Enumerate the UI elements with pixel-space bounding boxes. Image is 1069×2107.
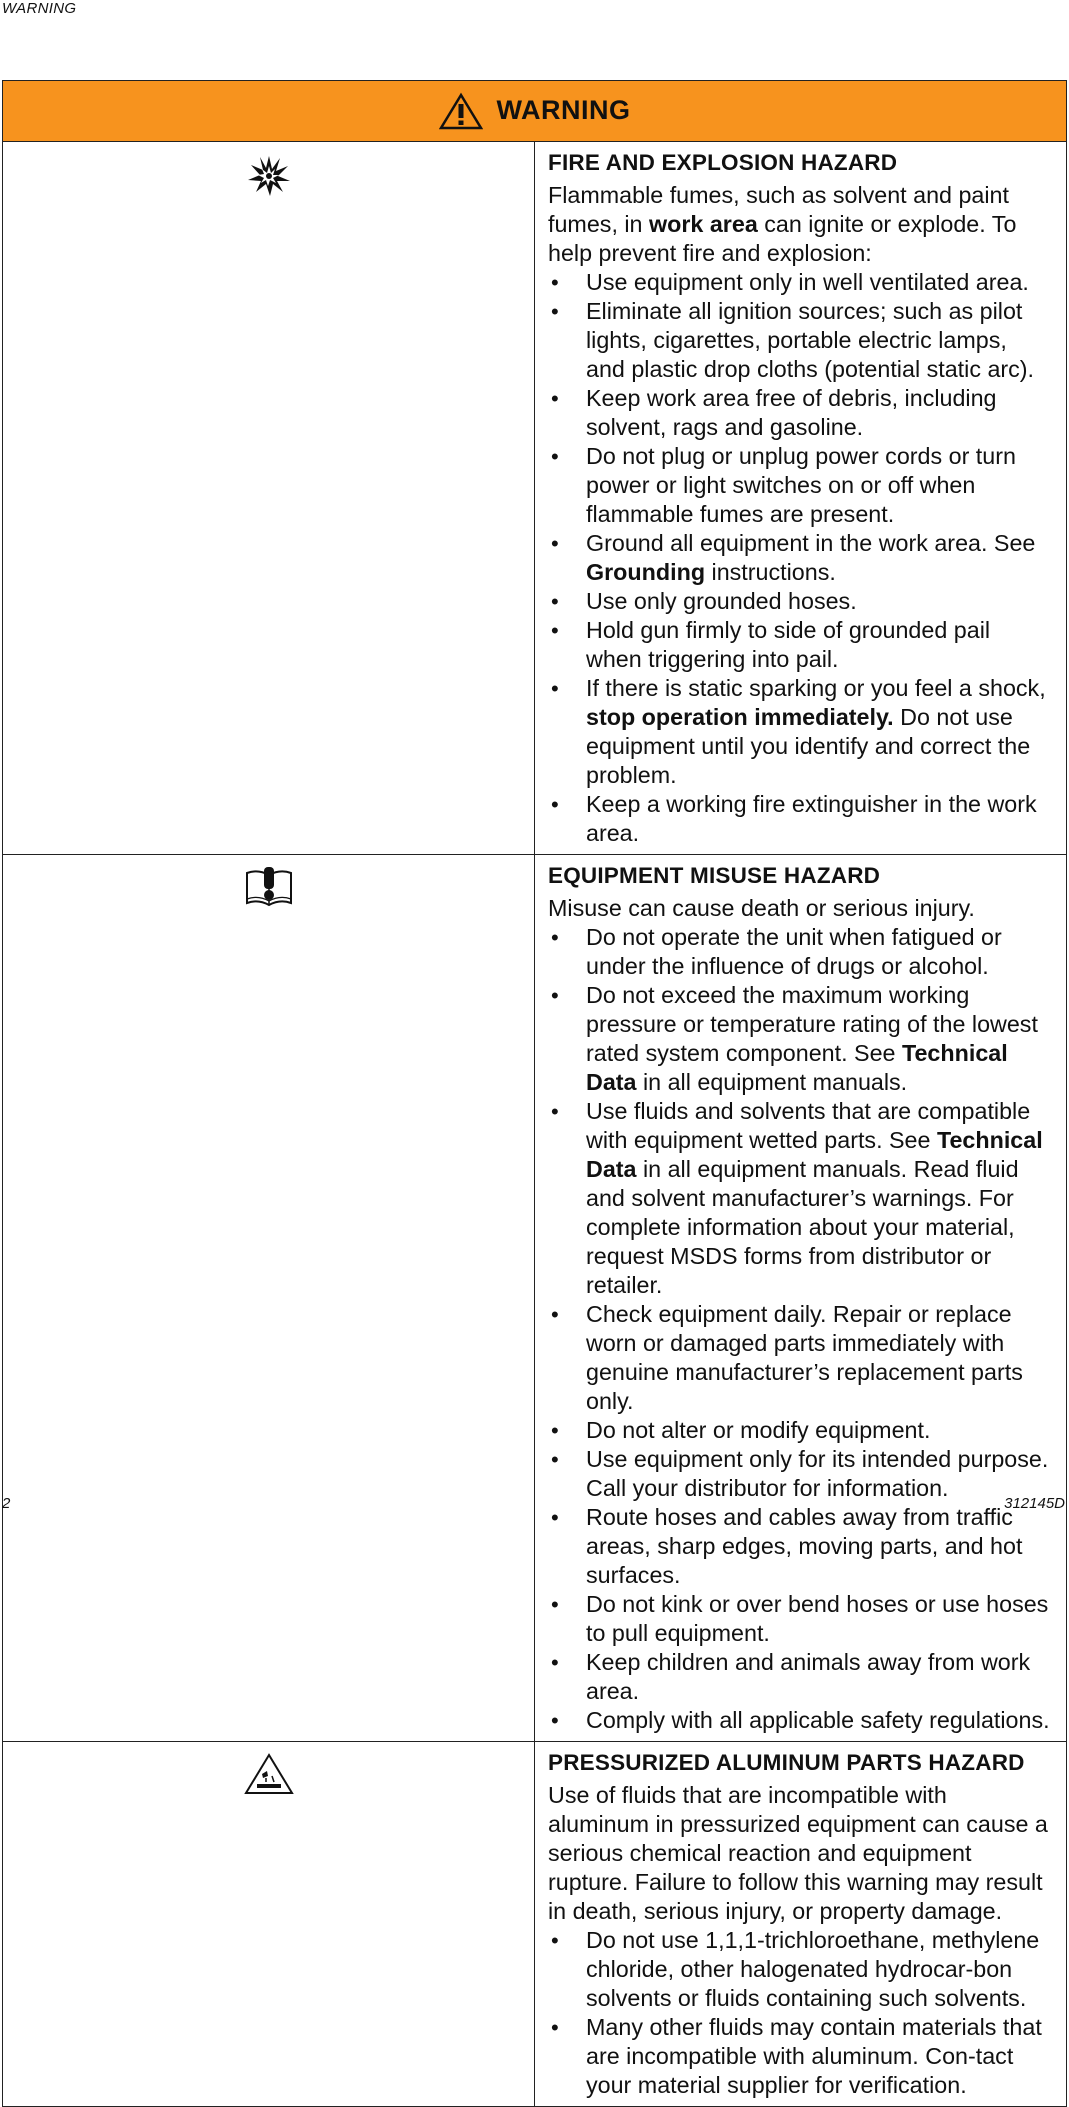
list-item: • Do not plug or unplug power cords or turn power or light switches on or off when flammable fumes are present. [548,442,1052,529]
hazard-bullet-list [548,923,1052,1735]
list-item: • Hold gun firmly to side of grounded pail when triggering into pail. [548,616,1052,674]
list-item: • Check equipment daily. Repair or replace worn or damaged parts immediately with genuine manufacturer’s replacement parts only. [548,1300,1052,1416]
list-item: • Do not kink or over bend hoses or use hoses to pull equipment. [548,1590,1052,1648]
hazard-row-misuse [3,855,1067,1742]
page-number: 2 [2,1495,11,1512]
list-item: • Comply with all applicable safety regulations. [548,1706,1052,1735]
list-item: • Many other fluids may contain materials that are incompatible with aluminum. Con-tact your material supplier for verification. [548,2013,1052,2100]
list-item: • Use equipment only for its intended purpose. Call your distributor for information. [548,1445,1052,1503]
read-manual-icon [4,865,533,909]
hazard-text-cell [535,1742,1067,2107]
warning-header-label: WARNING [496,95,631,125]
hazard-title: PRESSURIZED ALUMINUM PARTS HAZARD [548,1750,1025,1775]
list-item: • If there is static sparking or you feel a shock, stop operation immediately. Do not use equipment until you identify and correct the problem. [548,674,1052,790]
list-item: • Route hoses and cables away from traffic areas, sharp edges, moving parts, and hot surfaces. [548,1503,1052,1590]
hazard-bullet-list [548,268,1052,848]
hazard-text-cell [535,142,1067,855]
hazard-row-aluminum [3,1742,1067,2107]
hazard-icon-cell [3,1742,535,2107]
list-item: • Use only grounded hoses. [548,587,1052,616]
list-item: • Do not exceed the maximum working pressure or temperature rating of the lowest rated system component. See Technical Data in all equipment manuals. [548,981,1052,1097]
hazard-description: Misuse can cause death or serious injury. [548,895,975,921]
hazard-title: FIRE AND EXPLOSION HAZARD [548,150,898,175]
fire-explosion-icon [4,152,533,198]
list-item: • Ground all equipment in the work area. See Grounding instructions. [548,529,1052,587]
hazard-row-fire [3,142,1067,855]
chemical-hazard-icon [4,1752,533,1796]
list-item: • Eliminate all ignition sources; such as pilot lights, cigarettes, portable electric lamps, and plastic drop cloths (potential static arc). [548,297,1052,384]
running-head: WARNING [2,0,77,17]
list-item: • Use equipment only in well ventilated area. [548,268,1052,297]
warning-table [2,80,1067,2107]
list-item: • Keep a working fire extinguisher in the work area. [548,790,1052,848]
list-item: • Do not use 1,1,1-trichloroethane, methylene chloride, other halogenated hydrocar-bon solvents or fluids containing such solvents. [548,1926,1052,2013]
warning-triangle-icon [439,92,483,130]
hazard-description: Use of fluids that are incompatible with aluminum in pressurized equipment can cause a serious chemical reaction and equipment rupture. Failure to follow this warning may result in death, serious injury, or property damage. [548,1782,1048,1924]
list-item: • Do not alter or modify equipment. [548,1416,1052,1445]
hazard-text-cell [535,855,1067,1742]
hazard-description: Flammable fumes, such as solvent and paint fumes, in work area can ignite or explode. To help prevent fire and explosion: [548,182,1017,266]
warning-header [3,81,1067,142]
document-number: 312145D [1004,1495,1065,1512]
hazard-icon-cell [3,855,535,1742]
hazard-icon-cell [3,142,535,855]
list-item: • Use fluids and solvents that are compatible with equipment wetted parts. See Technical Data in all equipment manuals. Read fluid and solvent manufacturer’s warnings. For complete information about your material, request MSDS forms from distributor or retailer. [548,1097,1052,1300]
list-item: • Keep work area free of debris, including solvent, rags and gasoline. [548,384,1052,442]
hazard-bullet-list [548,1926,1052,2100]
hazard-title: EQUIPMENT MISUSE HAZARD [548,863,881,888]
list-item: • Keep children and animals away from work area. [548,1648,1052,1706]
list-item: • Do not operate the unit when fatigued or under the influence of drugs or alcohol. [548,923,1052,981]
